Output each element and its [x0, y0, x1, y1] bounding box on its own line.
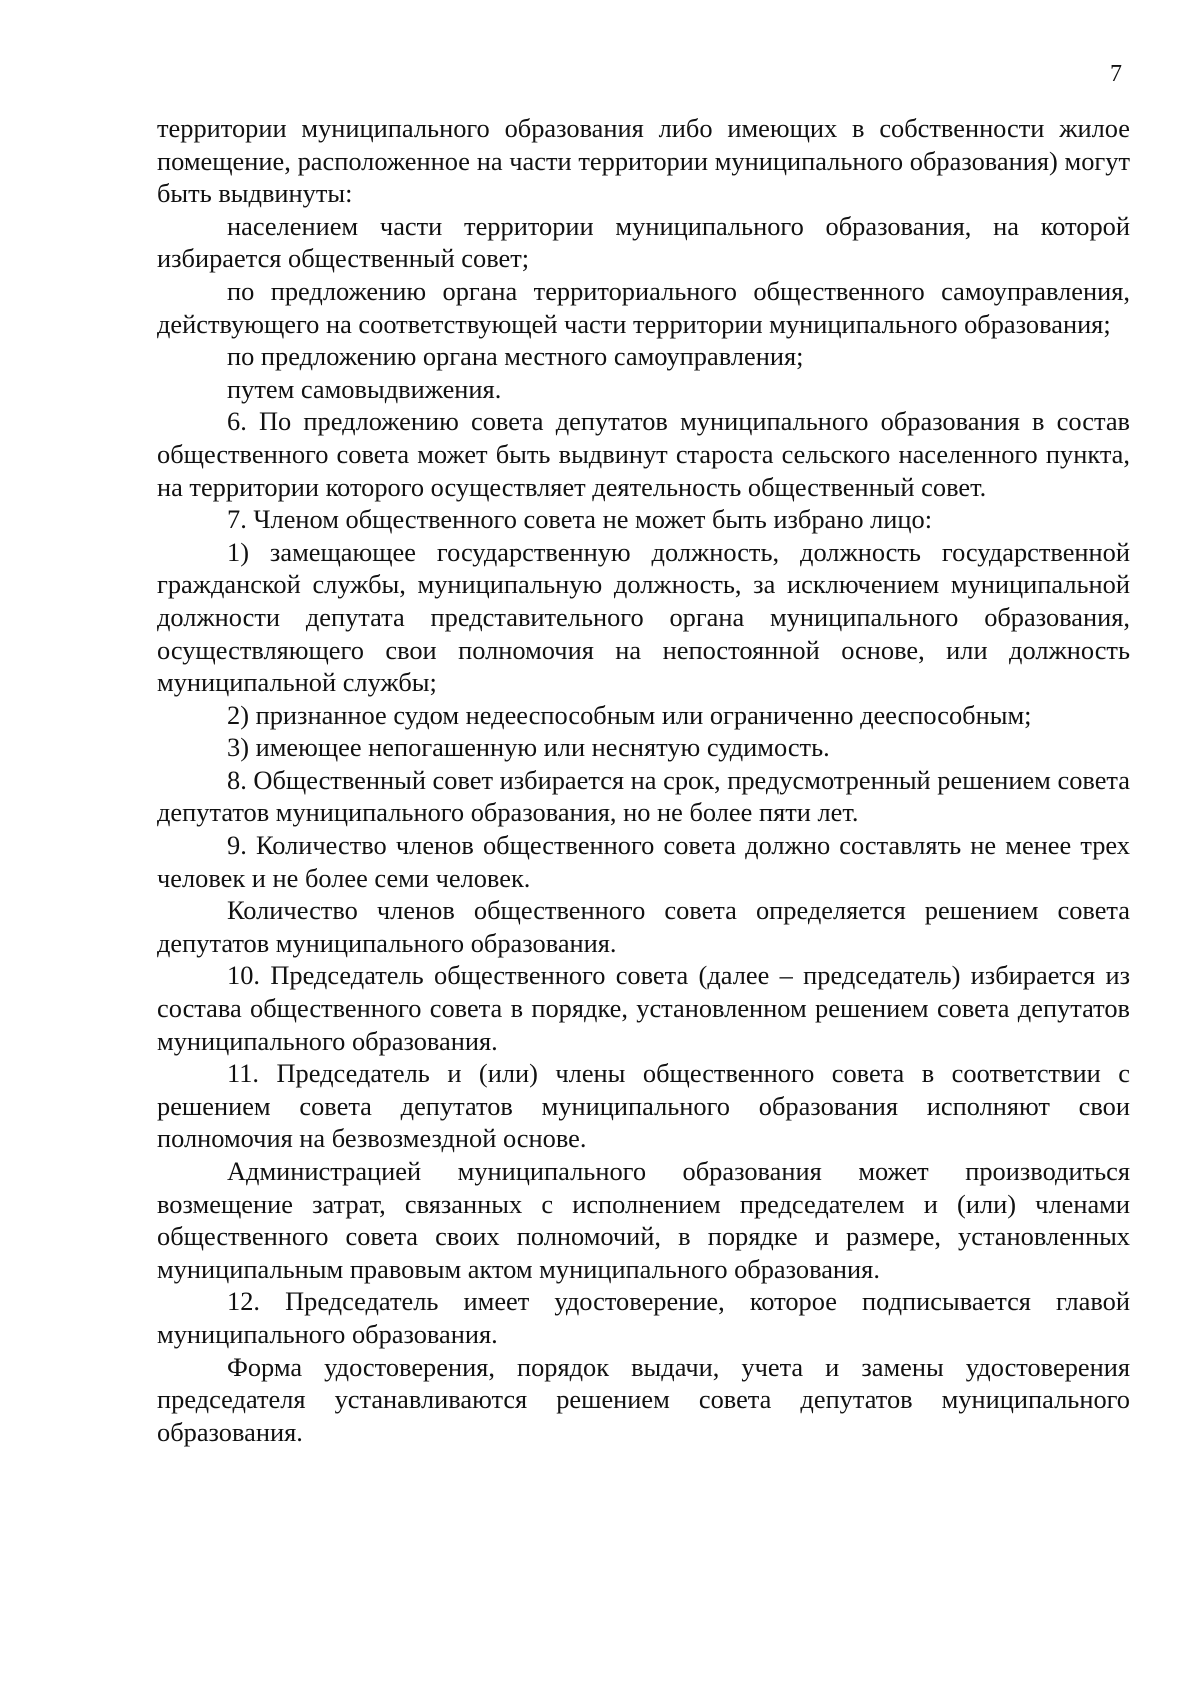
clause-10: 10. Председатель общественного совета (далее – председатель) избирается из состава общественного совета в порядке, установленном решением совета депутатов муниципального образования.: [157, 960, 1130, 1056]
clause-9-paragraph-2: Количество членов общественного совета определяется решением совета депутатов муниципального образования.: [157, 895, 1130, 958]
page-number: 7: [1110, 61, 1122, 87]
clause-12-paragraph-2: Форма удостоверения, порядок выдачи, учета и замены удостоверения председателя устанавливаются решением совета депутатов муниципального образования.: [157, 1351, 1130, 1447]
paragraph-nomination-tos: по предложению органа территориального общественного самоуправления, действующего на соответствующей части территории муниципального образования;: [157, 275, 1130, 339]
clause-8: 8. Общественный совет избирается на срок, предусмотренный решением совета депутатов муниципального образования, но не более пяти лет.: [157, 764, 1130, 828]
paragraph-self-nomination: путем самовыдвижения.: [227, 373, 502, 404]
paragraph-nomination-local-government: по предложению органа местного самоуправления;: [227, 341, 804, 372]
clause-12: 12. Председатель имеет удостоверение, которое подписывается главой муниципального образования.: [157, 1286, 1130, 1349]
clause-7-item-1: 1) замещающее государственную должность, должность государственной гражданской службы, муниципальную должность, за исключением муниципальной должности депутата представительного органа муниципального образования, осуществляющего свои полномочия на непостоянной основе, или должность муниципальной службы;: [157, 536, 1130, 698]
clause-7: 7. Членом общественного совета не может быть избрано лицо:: [227, 504, 933, 535]
document-body: [157, 112, 1130, 1448]
paragraph-continuation: территории муниципального образования либо имеющих в собственности жилое помещение, расположенное на части территории муниципального образования) могут быть выдвинуты:: [157, 113, 1130, 209]
paragraph-nomination-population: населением части территории муниципального образования, на которой избирается общественный совет;: [157, 210, 1130, 274]
clause-11: 11. Председатель и (или) члены общественного совета в соответствии с решением совета депутатов муниципального образования исполняют свои полномочия на безвозмездной основе.: [157, 1058, 1130, 1154]
clause-11-paragraph-2: Администрацией муниципального образования может производиться возмещение затрат, связанных с исполнением председателем и (или) членами общественного совета своих полномочий, в порядке и размере, установленных муниципальным правовым актом муниципального образования.: [157, 1156, 1130, 1284]
clause-7-item-3: 3) имеющее непогашенную или неснятую судимость.: [227, 732, 830, 763]
clause-7-item-2: 2) признанное судом недееспособным или ограниченно дееспособным;: [227, 699, 1032, 730]
clause-6: 6. По предложению совета депутатов муниципального образования в состав общественного совета может быть выдвинут староста сельского населенного пункта, на территории которого осуществляет деятельность общественный совет.: [157, 406, 1130, 502]
clause-9: 9. Количество членов общественного совета должно составлять не менее трех человек и не более семи человек.: [157, 830, 1130, 893]
